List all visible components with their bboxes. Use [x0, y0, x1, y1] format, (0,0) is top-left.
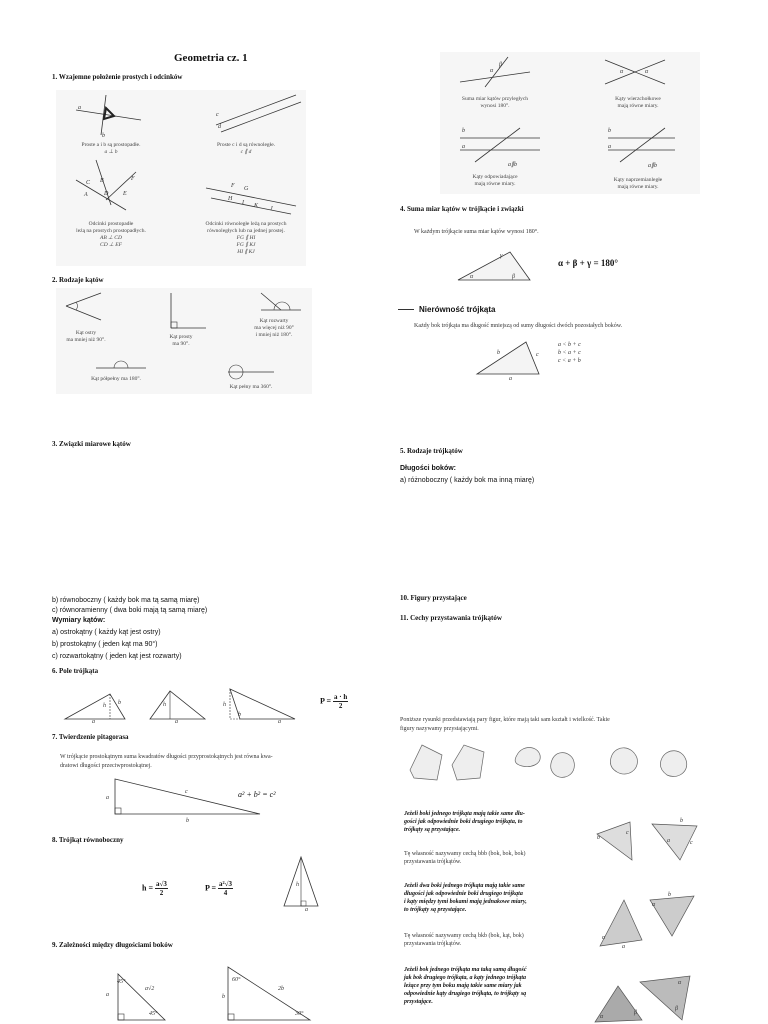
seg-perp-caption2: leżą na prostych prostopadłych. — [76, 228, 146, 234]
area-h3: h — [223, 702, 226, 708]
angle-relations-figure — [440, 52, 700, 194]
corr-ab: a∥b — [508, 162, 517, 168]
section-8-heading: 8. Trójkąt równoboczny — [52, 836, 124, 844]
ineq-heading: Nierówność trójkąta — [419, 305, 496, 314]
pythagoras-formula: a² + b² = c² — [238, 790, 276, 799]
seg-perp-caption1: Odcinki prostopadłe — [88, 221, 134, 227]
label-E: E — [123, 191, 127, 197]
congruent-shapes — [402, 740, 702, 790]
section-1-figure — [56, 90, 306, 266]
pyth-c: c — [185, 789, 188, 795]
eq-h-label: h = — [142, 883, 154, 893]
asa-line2: jak bok drugiego trójkąta, a kąty jednego trójkąta — [404, 975, 527, 981]
sss-note — [404, 850, 525, 866]
angle-full: Kąt pełny ma 360°. — [229, 384, 273, 390]
label-c: c — [216, 112, 219, 118]
angle-obtuse-desc1: ma więcej niż 90° — [254, 325, 294, 331]
vert-alpha2: α — [645, 69, 649, 75]
triangle-equilateral: b) równoboczny ( każdy bok ma tą samą miarę) — [52, 597, 200, 604]
eq-p-num: a²√3 — [219, 880, 232, 888]
tri45-angle-top: 45° — [117, 979, 126, 985]
area-h2: h — [163, 702, 166, 708]
section-2-figure — [56, 288, 312, 394]
area-formula — [320, 693, 348, 710]
eq-h-den: 2 — [159, 889, 164, 897]
pyth-b: b — [186, 818, 189, 824]
triangle-isosceles: c) równoramienny ( dwa boki mają tą samą miarę) — [52, 607, 208, 614]
tri60-2b: 2b — [278, 986, 284, 992]
sss-line1: Jeżeli boki jednego trójkąta mają takie same dłu- — [404, 811, 525, 817]
area-formula-den: 2 — [338, 702, 343, 710]
sas-a: a — [622, 944, 625, 950]
tri30-angle: 30° — [295, 1011, 304, 1017]
sas-line2: długości jak odpowiednie boki drugiego trójkąta — [404, 891, 523, 897]
section-11-heading: 11. Cechy przystawania trójkątów — [400, 614, 502, 622]
pyth-a: a — [106, 795, 109, 801]
sas-note — [404, 932, 524, 948]
alt-a: a — [608, 144, 611, 150]
congruent-intro1: Poniższe rysunki przedstawiają pary figur, które mają taki sam kształt i wielkość. Takie — [400, 717, 610, 723]
tri45-a: a — [106, 992, 109, 998]
asa-rule — [404, 966, 527, 1006]
asa-alpha: α — [600, 1014, 604, 1020]
angle-straight: Kąt półpełny ma 180°. — [91, 376, 141, 382]
area-triangles — [60, 686, 310, 728]
ineq-text: Każdy bok trójkąta ma długość mniejszą od sumy długości dwóch pozostałych boków. — [414, 323, 623, 329]
triangle-sum-text: W każdym trójkącie suma miar kątów wynosi 180°. — [414, 229, 539, 235]
label-K: K — [254, 203, 259, 209]
corr-a: a — [462, 144, 465, 150]
vertical-caption1: Kąty wierzchołkowe — [615, 96, 661, 102]
area-formula-p: P = — [320, 696, 332, 706]
perp-caption: Proste a i b są prostopadłe. — [81, 142, 141, 148]
par-formula: c ∥ d — [240, 149, 252, 155]
adj-alpha: α — [490, 68, 494, 74]
tri-alpha: α — [470, 274, 474, 280]
label-A: A — [84, 192, 88, 198]
section-9-heading: 9. Zależności między długościami boków — [52, 941, 173, 949]
seg-par-f1: FG ∥ HI — [236, 235, 256, 241]
pythagoras-triangle — [110, 776, 310, 818]
sss-line2: gości jak odpowiednie boki drugiego trójkąta, to — [404, 819, 523, 825]
equilateral-area-formula — [205, 880, 233, 897]
equilateral-triangle — [282, 854, 322, 910]
sss-line3: trójkąty są przystające. — [404, 827, 461, 833]
corresponding-caption1: Kąty odpowiadające — [472, 174, 518, 180]
adj-beta: β — [499, 62, 502, 68]
angle-right-desc: ma 90°. — [172, 341, 190, 347]
tri-beta: β — [512, 274, 515, 280]
sss-note2: przystawania trójkątów. — [404, 859, 462, 865]
angles-sub: Wymiary kątów: — [52, 617, 106, 624]
vertical-caption2: mają równe miary. — [617, 103, 659, 109]
label-I: I — [242, 200, 244, 206]
ineq-formulas — [558, 341, 581, 365]
corr-b: b — [462, 128, 465, 134]
section-3-heading: 3. Związki miarowe kątów — [52, 440, 131, 448]
pythagoras-text2: dratowi długości przeciwprostokątnej. — [60, 763, 152, 769]
alt-ab: a∥b — [648, 163, 657, 169]
asa-line3: leżące przy tym boku mają takie same miary jak — [404, 983, 522, 989]
eq-p-den: 4 — [223, 889, 228, 897]
ineq-triangle — [474, 338, 544, 378]
special-triangles — [110, 962, 320, 1024]
triangle-sum-figure — [455, 248, 535, 284]
tri60-angle: 60° — [232, 977, 241, 983]
sas-note1: Tę własność nazywamy cechą bkb (bok, kąt, bok) — [404, 933, 524, 939]
label-C: C — [86, 180, 91, 186]
equilateral-height-formula — [142, 880, 168, 897]
section-7-heading: 7. Twierdzenie pitagorasa — [52, 733, 129, 741]
eq-a: a — [305, 907, 308, 913]
angle-relations-svg — [440, 52, 700, 194]
seg-perp-f1: AB ⊥ CD — [100, 235, 122, 241]
sas-rule — [404, 882, 527, 914]
adjacent-caption1: Suma miar kątów przyległych — [461, 96, 529, 102]
seg-par-f3: HI ∥ KJ — [237, 249, 255, 255]
seg-par-f2: FG ∥ KJ — [236, 242, 256, 248]
triangle-obtuse: c) rozwartokątny ( jeden kąt jest rozwarty) — [52, 653, 182, 660]
label-F2: F — [231, 183, 235, 189]
asa-line5: przystające. — [404, 999, 433, 1005]
sas-alpha2: α — [652, 902, 656, 908]
asa-beta2: β — [675, 1006, 678, 1012]
triangle-scalene: a) różnoboczny ( każdy bok ma inną miarę) — [400, 477, 535, 484]
par-caption: Proste c i d są równoległe. — [216, 142, 276, 148]
tri60-b: b — [222, 994, 225, 1000]
angle-right-title: Kąt prosty — [169, 334, 193, 340]
adjacent-caption2: wynosi 180°. — [480, 103, 510, 109]
sss-note1: Tę własność nazywamy cechą bbb (bok, bok, bok) — [404, 851, 526, 857]
alternate-caption1: Kąty naprzemianległe — [613, 177, 663, 183]
alternate-caption2: mają równe miary. — [617, 184, 659, 190]
sas-triangles — [592, 888, 702, 950]
congruent-intro2: figury nazywamy przystającymi. — [400, 726, 479, 732]
tri45-angle-bottom: 45° — [149, 1011, 158, 1017]
triangle-right: b) prostokątny ( jeden kąt ma 90°) — [52, 641, 158, 648]
tri-gamma: γ — [500, 253, 503, 259]
area-formula-num: a · h — [334, 693, 348, 701]
section-10-heading: 10. Figury przystające — [400, 594, 467, 602]
pythagoras-text1: W trójkącie prostokątnym suma kwadratów długości przyprostokątnych jest równa kwa- — [60, 754, 273, 760]
sas-line1: Jeżeli dwa boki jednego trójkąta mają takie same — [404, 883, 525, 889]
label-a: a — [78, 105, 81, 111]
triangle-acute: a) ostrokątny ( każdy kąt jest ostry) — [52, 629, 161, 636]
label-G: G — [244, 186, 249, 192]
section-5-heading: 5. Rodzaje trójkątów — [400, 447, 463, 455]
angle-acute-desc: ma mniej niż 90°. — [66, 337, 106, 343]
ineq-formula-2: b < a + c — [558, 350, 581, 356]
area-b1: b — [118, 700, 121, 706]
seg-par-caption2: równoległych lub na jednej prostej. — [207, 228, 285, 234]
label-D: D — [104, 191, 109, 197]
angle-obtuse-title: Kąt rozwarty — [259, 318, 289, 324]
eq-h: h — [296, 882, 299, 888]
sides-sub: Długości boków: — [400, 465, 456, 472]
alt-b: b — [608, 128, 611, 134]
seg-par-caption1: Odcinki równoległe leżą na prostych — [205, 221, 287, 227]
sas-alpha: α — [602, 935, 606, 941]
ineq-b: b — [497, 350, 500, 356]
eq-p-label: P = — [205, 883, 217, 893]
sas-line3: i kąty między tymi bokami mają jednakowe miary, — [404, 899, 527, 905]
area-a2: a — [175, 719, 178, 725]
sas-b2: b — [668, 892, 671, 898]
asa-line4: odpowiednie kąty drugiego trójkąta, to trójkąty są — [404, 991, 527, 997]
sss-b: b — [597, 835, 600, 841]
sss-rule — [404, 810, 525, 834]
label-J: J — [270, 206, 273, 212]
page-title: Geometria cz. 1 — [174, 52, 248, 64]
sas-line4: to trójkąty są przystające. — [404, 907, 467, 913]
sss-a2: a — [667, 838, 670, 844]
sss-c2: c — [690, 840, 693, 846]
corresponding-caption2: mają równe miary. — [474, 181, 516, 187]
area-a1: a — [92, 719, 95, 725]
area-a3: a — [278, 719, 281, 725]
angle-sum-formula: α + β + γ = 180° — [558, 258, 618, 268]
label-H: H — [228, 196, 233, 202]
asa-triangles — [590, 968, 702, 1024]
eq-h-num: a√3 — [156, 880, 167, 888]
label-F: F — [131, 176, 135, 182]
label-b: b — [102, 133, 105, 139]
sss-b2: b — [680, 818, 683, 824]
ineq-c: c — [536, 352, 539, 358]
section-2-heading: 2. Rodzaje kątów — [52, 276, 104, 284]
section-6-heading: 6. Pole trójkąta — [52, 667, 99, 675]
asa-beta: β — [634, 1010, 637, 1016]
angle-obtuse-desc2: i mniej niż 180°. — [255, 332, 293, 338]
label-d: d — [218, 124, 221, 130]
area-b3: b — [238, 712, 241, 718]
sas-note2: przystawania trójkątów. — [404, 941, 462, 947]
perp-formula: a ⊥ b — [104, 149, 118, 155]
label-B: B — [100, 178, 104, 184]
asa-line1: Jeżeli bok jednego trójkąta ma taką samą długość — [404, 967, 527, 973]
area-h1: h — [103, 703, 106, 709]
seg-perp-f2: CD ⊥ EF — [100, 242, 122, 248]
vert-alpha: α — [620, 69, 624, 75]
ineq-a: a — [509, 376, 512, 382]
angle-acute-title: Kąt ostry — [75, 330, 97, 336]
ineq-rule — [398, 309, 414, 310]
asa-alpha2: α — [678, 980, 682, 986]
ineq-formula-3: c < a + b — [558, 358, 581, 364]
tri45-asqrt2: a√2 — [145, 986, 155, 992]
section-1-heading: 1. Wzajemne położenie prostych i odcinków — [52, 73, 183, 81]
sss-triangles — [592, 812, 702, 864]
sss-c: c — [626, 830, 629, 836]
ineq-formula-1: a < b + c — [558, 342, 581, 348]
section-4-heading: 4. Suma miar kątów w trójkącie i związki — [400, 205, 524, 213]
